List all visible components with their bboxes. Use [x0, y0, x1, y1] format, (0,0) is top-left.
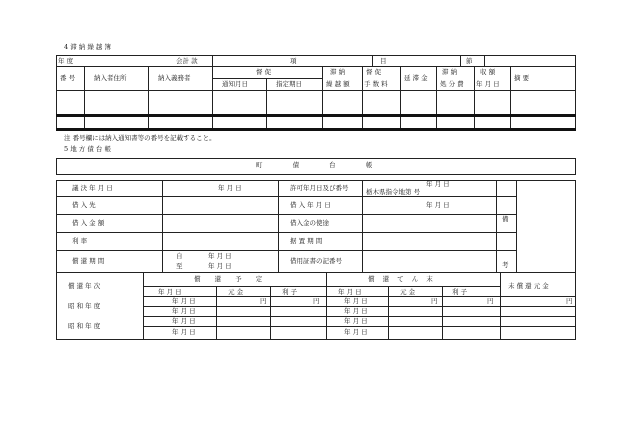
- showa-fiscal-year-1: 昭 和 年 度: [68, 302, 101, 310]
- actual-date-col: 年 月 日: [338, 288, 362, 296]
- permit-number-value: 栃木県指令地第 号: [366, 188, 421, 196]
- col-receipt-top: 収 額: [480, 68, 496, 76]
- actual-row-date: 年 月 日: [344, 317, 368, 325]
- actual-row-date: 年 月 日: [344, 328, 368, 336]
- showa-fiscal-year-2: 昭 和 年 度: [68, 322, 101, 330]
- yen-unit: 円: [431, 297, 438, 305]
- loan-amount-label: 借 入 金 額: [72, 219, 105, 227]
- lender-label: 借 入 先: [72, 201, 96, 209]
- permit-date-value: 年 月 日: [426, 180, 450, 188]
- certificate-no-label: 借用証書の記番号: [290, 257, 342, 265]
- year-label: 年 度: [58, 57, 74, 65]
- col-demand: 督 促: [256, 68, 272, 76]
- item-label: 項: [290, 57, 297, 65]
- col-arrears: 滞 納: [330, 68, 346, 76]
- permit-label: 許可年月日及び番号: [290, 184, 349, 192]
- resolution-date-label: 議 決 年 月 日: [72, 184, 113, 192]
- from-date-value: 年 月 日: [208, 252, 232, 260]
- col-disposal-top: 滞 納: [442, 68, 458, 76]
- col-carryover: 繰 越 額: [326, 80, 350, 88]
- actual-principal-col: 元 金: [400, 288, 416, 296]
- separator-band: [56, 114, 576, 117]
- remarks-label: 備 考: [502, 215, 509, 269]
- col-notice-date: 通知月日: [222, 80, 248, 88]
- plan-header: 償 還 予 定: [194, 275, 269, 283]
- col-demand-fee-top: 督 促: [366, 68, 382, 76]
- col-demand-fee: 手 数 料: [364, 80, 388, 88]
- loan-purpose-label: 借入金の使途: [290, 219, 329, 227]
- col-disposal-fee: 処 分 費: [440, 80, 464, 88]
- col-number: 番 号: [60, 74, 76, 82]
- borrow-date-label: 借 入 年 月 日: [290, 201, 331, 209]
- yen-unit: 円: [487, 297, 494, 305]
- yen-unit: 円: [260, 297, 267, 305]
- col-payer-address: 納入者住所: [94, 74, 127, 82]
- section5-title: 5 地 方 債 台 帳: [64, 145, 111, 153]
- plan-row-date: 年 月 日: [172, 328, 196, 336]
- plan-row-date: 年 月 日: [172, 307, 196, 315]
- col-obligor: 納入義務者: [158, 74, 191, 82]
- repayment-period-label: 償 還 期 間: [72, 257, 105, 265]
- to-date-label: 至: [176, 262, 183, 270]
- col-due-date: 指定期日: [276, 80, 302, 88]
- from-date-label: 自: [176, 252, 183, 260]
- bottom-band: [56, 128, 576, 131]
- actual-row-date: 年 月 日: [344, 307, 368, 315]
- borrow-date-value: 年 月 日: [426, 201, 450, 209]
- plan-row-date: 年 月 日: [172, 317, 196, 325]
- plan-interest-col: 利 子: [282, 288, 298, 296]
- section-label: 節: [466, 57, 473, 65]
- yen-unit: 円: [566, 297, 573, 305]
- section4-title: 4 滞 納 繰 越 簿: [64, 43, 111, 51]
- sub-item-label: 目: [380, 57, 387, 65]
- actual-interest-col: 利 子: [452, 288, 468, 296]
- section4-note: 注 番号欄には納入通知書等の番号を記載すること。: [64, 134, 216, 142]
- yen-unit: 円: [313, 297, 320, 305]
- actual-header: 償 還 て ん 末: [368, 275, 436, 283]
- col-receipt-date: 年 月 日: [476, 80, 500, 88]
- col-summary: 摘 要: [514, 74, 530, 82]
- to-date-value: 年 月 日: [208, 262, 232, 270]
- unpaid-principal-header: 未 償 還 元 金: [508, 282, 549, 290]
- actual-row-date: 年 月 日: [344, 297, 368, 305]
- interest-rate-label: 利 率: [72, 237, 88, 245]
- repayment-year-header: 償 還 年 次: [68, 282, 101, 290]
- ledger-title: 町 債 台 帳: [256, 161, 387, 169]
- resolution-date-value: 年 月 日: [218, 184, 242, 192]
- plan-row-date: 年 月 日: [172, 297, 196, 305]
- col-late-charge: 延 滞 金: [404, 74, 428, 82]
- grace-period-label: 据 置 期 間: [290, 237, 323, 245]
- plan-principal-col: 元 金: [228, 288, 244, 296]
- account-label: 会計 款: [176, 57, 198, 65]
- plan-date-col: 年 月 日: [158, 288, 182, 296]
